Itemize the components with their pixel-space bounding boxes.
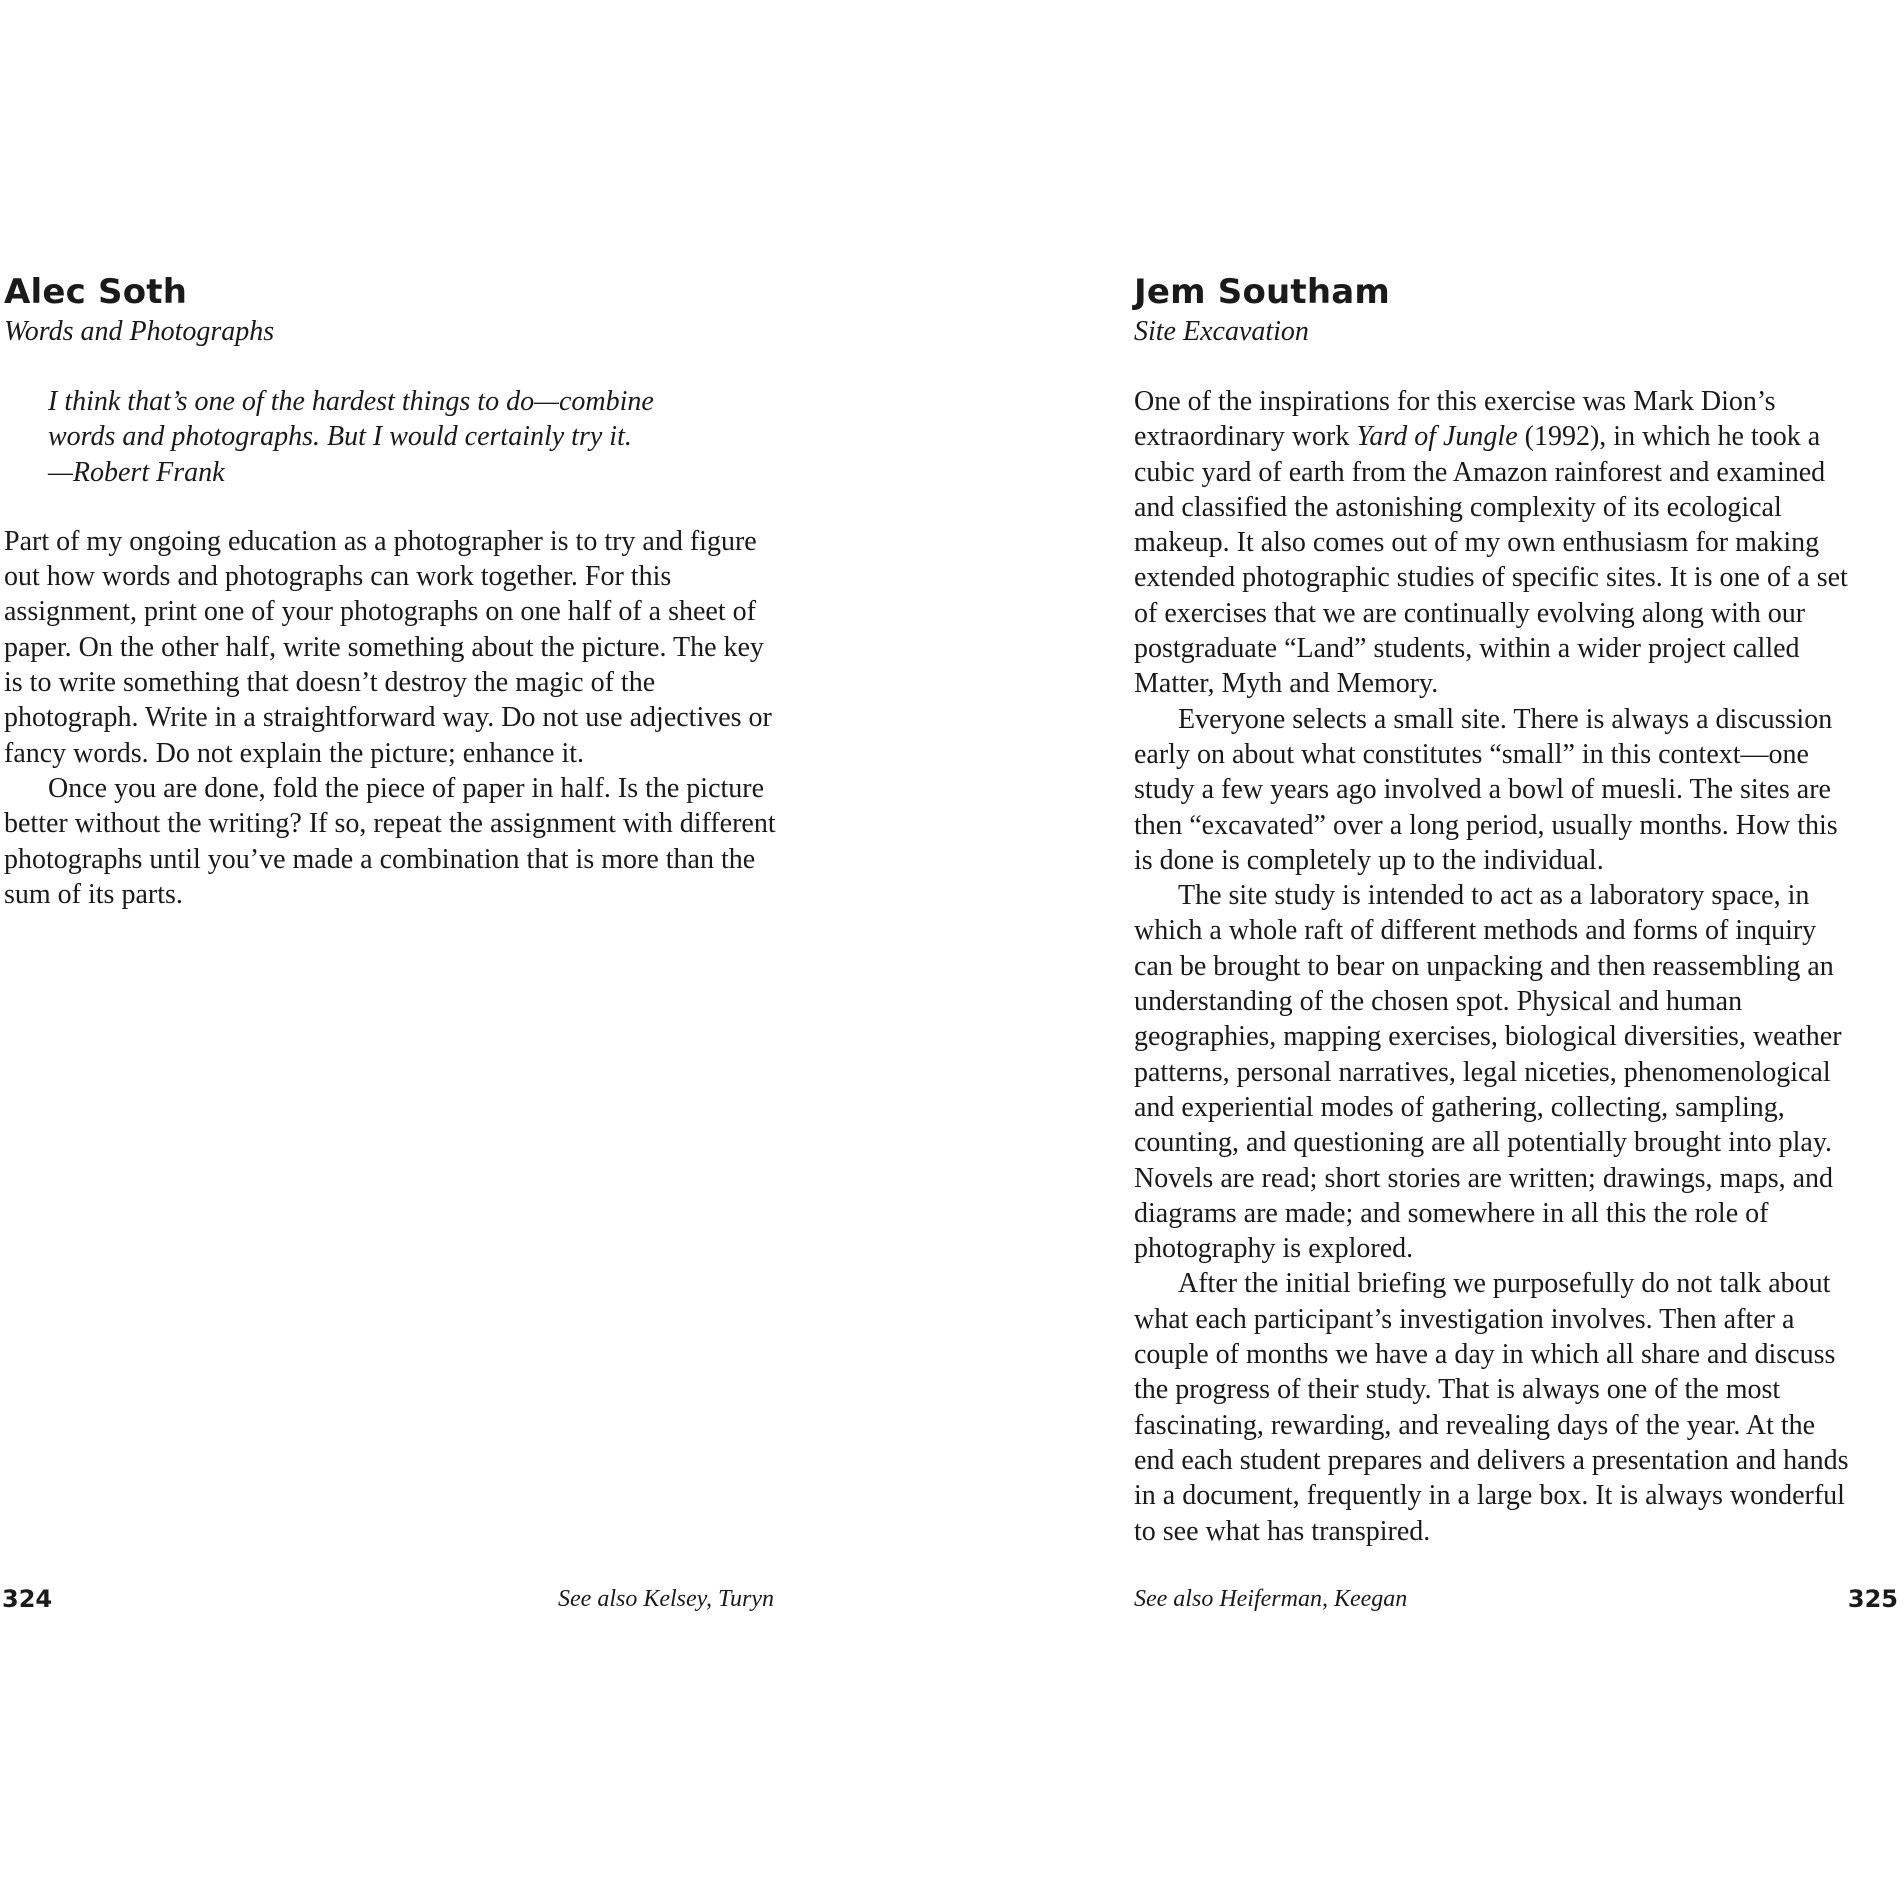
paragraph: Part of my ongoing education as a photographer is to try and figure out how words and photographs can work together. For this assignment, print one of your photographs on one half of a sheet of paper. On the other half, write something about the picture. The key is to write something that doesn’t destroy the magic of the photograph. Write in a straightforward way. Do not use adjectives or fancy words. Do not explain the picture; enhance it. [4, 525, 772, 769]
author-name: Jem Southam [1134, 272, 1391, 312]
left-column [4, 270, 784, 912]
paragraph-text: (1992), in which he took a cubic yard of earth from the Amazon rainforest and examined and classified the astonishing complexity of its ecological makeup. It also comes out of my own enthusiasm for making extended photographic studies of specific sites. It is one of a set of exercises that we are continually evolving along with our postgraduate “Land” students, within a wider project called Matter, Myth and Memory. [1134, 421, 1848, 700]
right-column [1134, 270, 1854, 1549]
epigraph [48, 384, 784, 490]
epigraph-line: words and photographs. But I would certainly try it. [48, 421, 632, 453]
page-number: 324 [2, 1585, 53, 1613]
page-number: 325 [1847, 1585, 1898, 1613]
artwork-title: Yard of Jungle [1356, 421, 1518, 453]
exercise-title: Words and Photographs [4, 316, 275, 347]
epigraph-attribution: —Robert Frank [48, 456, 225, 488]
paragraph: Once you are done, fold the piece of paper in half. Is the picture better without the writing? If so, repeat the assignment with different photographs until you’ve made a combination that is more than the sum of its parts. [4, 772, 776, 910]
author-name: Alec Soth [4, 272, 188, 312]
epigraph-line: I think that’s one of the hardest things to do—combine [48, 386, 654, 417]
paragraph: After the initial briefing we purposefully do not talk about what each participant’s investigation involves. Then after a couple of months we have a day in which all share and discuss the progress of their study. That is always one of the most fascinating, rewarding, and revealing days of the year. At the end each student prepares and delivers a presentation and hands in a document, frequently in a large box. It is always wonderful to see what has transpired. [1134, 1268, 1849, 1547]
paragraph: Everyone selects a small site. There is always a discussion early on about what constitutes “small” in this context—one study a few years ago involved a bowl of muesli. The sites are then “excavated” over a long period, usually months. How this is done is completely up to the individual. [1134, 703, 1838, 876]
paragraph-text: One of the inspirations for this exercise was Mark Dion’s extraordinary work [1134, 386, 1776, 453]
see-also-note: See also Kelsey, Turyn [558, 1586, 774, 1612]
see-also-note: See also Heiferman, Keegan [1134, 1586, 1408, 1612]
body-text [1134, 384, 1854, 1549]
body-text [4, 524, 784, 912]
right-page [952, 0, 1904, 1904]
paragraph [1134, 384, 1854, 702]
paragraph: The site study is intended to act as a laboratory space, in which a whole raft of different methods and forms of inquiry can be brought to bear on unpacking and then reassembling an understanding of the chosen spot. Physical and human geographies, mapping exercises, biological diversities, weather patterns, personal narratives, legal niceties, phenomenological and experiential modes of gathering, collecting, sampling, counting, and questioning are all potentially brought into play. Novels are read; short stories are written; drawings, maps, and diagrams are made; and somewhere in all this the role of photography is explored. [1134, 880, 1842, 1265]
exercise-title: Site Excavation [1134, 316, 1309, 347]
